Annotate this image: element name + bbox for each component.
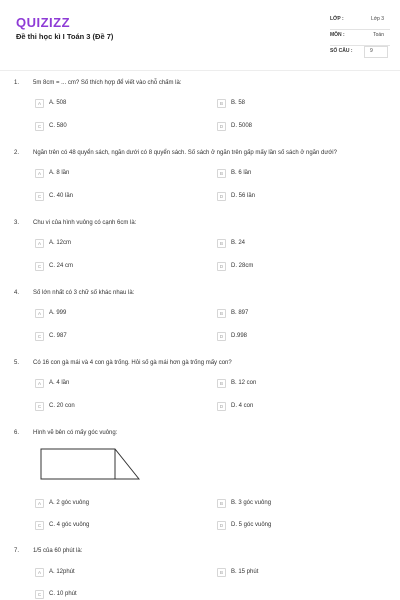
option-badge-b: B [217, 99, 226, 108]
option-badge-d: D [217, 332, 226, 341]
option-badge-c: C [35, 332, 44, 341]
option-text: C. 4 góc vuông [49, 522, 90, 528]
option-text: C. 580 [49, 123, 67, 129]
option-text: C. 10 phút [49, 591, 77, 597]
meta-label-count: SỐ CÂU : [330, 48, 353, 54]
question-number: 3. [14, 220, 20, 226]
option-badge-a: A [35, 568, 44, 577]
meta-value-subject: Toán [373, 32, 384, 38]
option-badge-b: B [217, 239, 226, 248]
option-badge-d: D [217, 192, 226, 201]
option-text: D.998 [231, 333, 248, 339]
option-badge-d: D [217, 402, 226, 411]
option-badge-c: C [35, 262, 44, 271]
quiz-title: Đề thi học kì I Toán 3 (Đề 7) [16, 32, 114, 41]
option-text: D. 5 góc vuông [231, 522, 272, 528]
option-text: A. 12phút [49, 569, 75, 575]
option-badge-c: C [35, 122, 44, 131]
option-badge-b: B [217, 499, 226, 508]
question-text: Số lớn nhất có 3 chữ số khác nhau là: [33, 290, 135, 296]
option-badge-a: A [35, 379, 44, 388]
option-text: A. 508 [49, 100, 67, 106]
option-text: A. 999 [49, 310, 67, 316]
option-text: A. 4 lần [49, 380, 70, 386]
option-badge-b: B [217, 309, 226, 318]
option-badge-c: C [35, 521, 44, 530]
right-angle-figure [40, 448, 140, 480]
option-badge-a: A [35, 169, 44, 178]
option-badge-d: D [217, 262, 226, 271]
option-badge-b: B [217, 568, 226, 577]
question-text: Có 16 con gà mái và 4 con gà trống. Hỏi số gà mái hơn gà trống mấy con? [33, 360, 232, 366]
option-text: B. 6 lần [231, 170, 252, 176]
option-text: A. 12cm [49, 240, 72, 246]
question-number: 2. [14, 150, 20, 156]
option-text: D. 56 lần [231, 193, 256, 199]
option-badge-b: B [217, 169, 226, 178]
option-text: C. 40 lần [49, 193, 74, 199]
option-text: B. 897 [231, 310, 249, 316]
option-text: B. 3 góc vuông [231, 500, 272, 506]
option-text: D. 28cm [231, 263, 254, 269]
meta-row-count [330, 46, 390, 62]
option-text: A. 8 lần [49, 170, 70, 176]
option-text: C. 987 [49, 333, 67, 339]
meta-count-box [364, 46, 388, 58]
question-number: 4. [14, 290, 20, 296]
option-badge-a: A [35, 239, 44, 248]
option-badge-d: D [217, 521, 226, 530]
option-badge-c: C [35, 192, 44, 201]
question-number: 7. [14, 548, 20, 554]
question-text: 5m 8cm = ... cm? Số thích hợp để viết vào chỗ chấm là: [33, 80, 182, 86]
meta-label-subject: MÔN : [330, 32, 345, 38]
figure-outline [41, 449, 139, 479]
meta-label-class: LỚP : [330, 16, 344, 22]
option-badge-a: A [35, 309, 44, 318]
quizizz-logo: QUIZIZZ [16, 15, 71, 30]
meta-row-class [330, 14, 390, 30]
meta-row-subject [330, 30, 390, 46]
option-text: D. 5008 [231, 123, 253, 129]
option-text: B. 24 [231, 240, 246, 246]
option-text: B. 15 phút [231, 569, 259, 575]
option-badge-c: C [35, 590, 44, 599]
meta-value-count: 9 [370, 48, 373, 54]
option-text: B. 58 [231, 100, 246, 106]
question-text: 1/5 của 60 phút là: [33, 548, 83, 554]
header-divider [0, 70, 400, 71]
option-text: D. 4 con [231, 403, 254, 409]
option-badge-a: A [35, 99, 44, 108]
option-badge-a: A [35, 499, 44, 508]
question-number: 6. [14, 430, 20, 436]
quiz-meta [330, 14, 390, 62]
worksheet-header [0, 0, 400, 70]
option-text: C. 20 con [49, 403, 75, 409]
question-number: 5. [14, 360, 20, 366]
option-text: A. 2 góc vuông [49, 500, 90, 506]
question-text: Ngăn trên có 48 quyển sách, ngăn dưới có 8 quyển sách. Số sách ở ngăn trên gấp mấy lần số sách ở ngăn dưới? [33, 150, 337, 156]
option-text: C. 24 cm [49, 263, 74, 269]
question-text: Hình vẽ bên có mấy góc vuông: [33, 430, 118, 436]
meta-value-class: Lớp 3 [370, 16, 384, 22]
option-badge-b: B [217, 379, 226, 388]
option-badge-d: D [217, 122, 226, 131]
question-number: 1. [14, 80, 20, 86]
option-badge-c: C [35, 402, 44, 411]
question-text: Chu vi của hình vuông có cạnh 6cm là: [33, 220, 137, 226]
option-text: B. 12 con [231, 380, 257, 386]
